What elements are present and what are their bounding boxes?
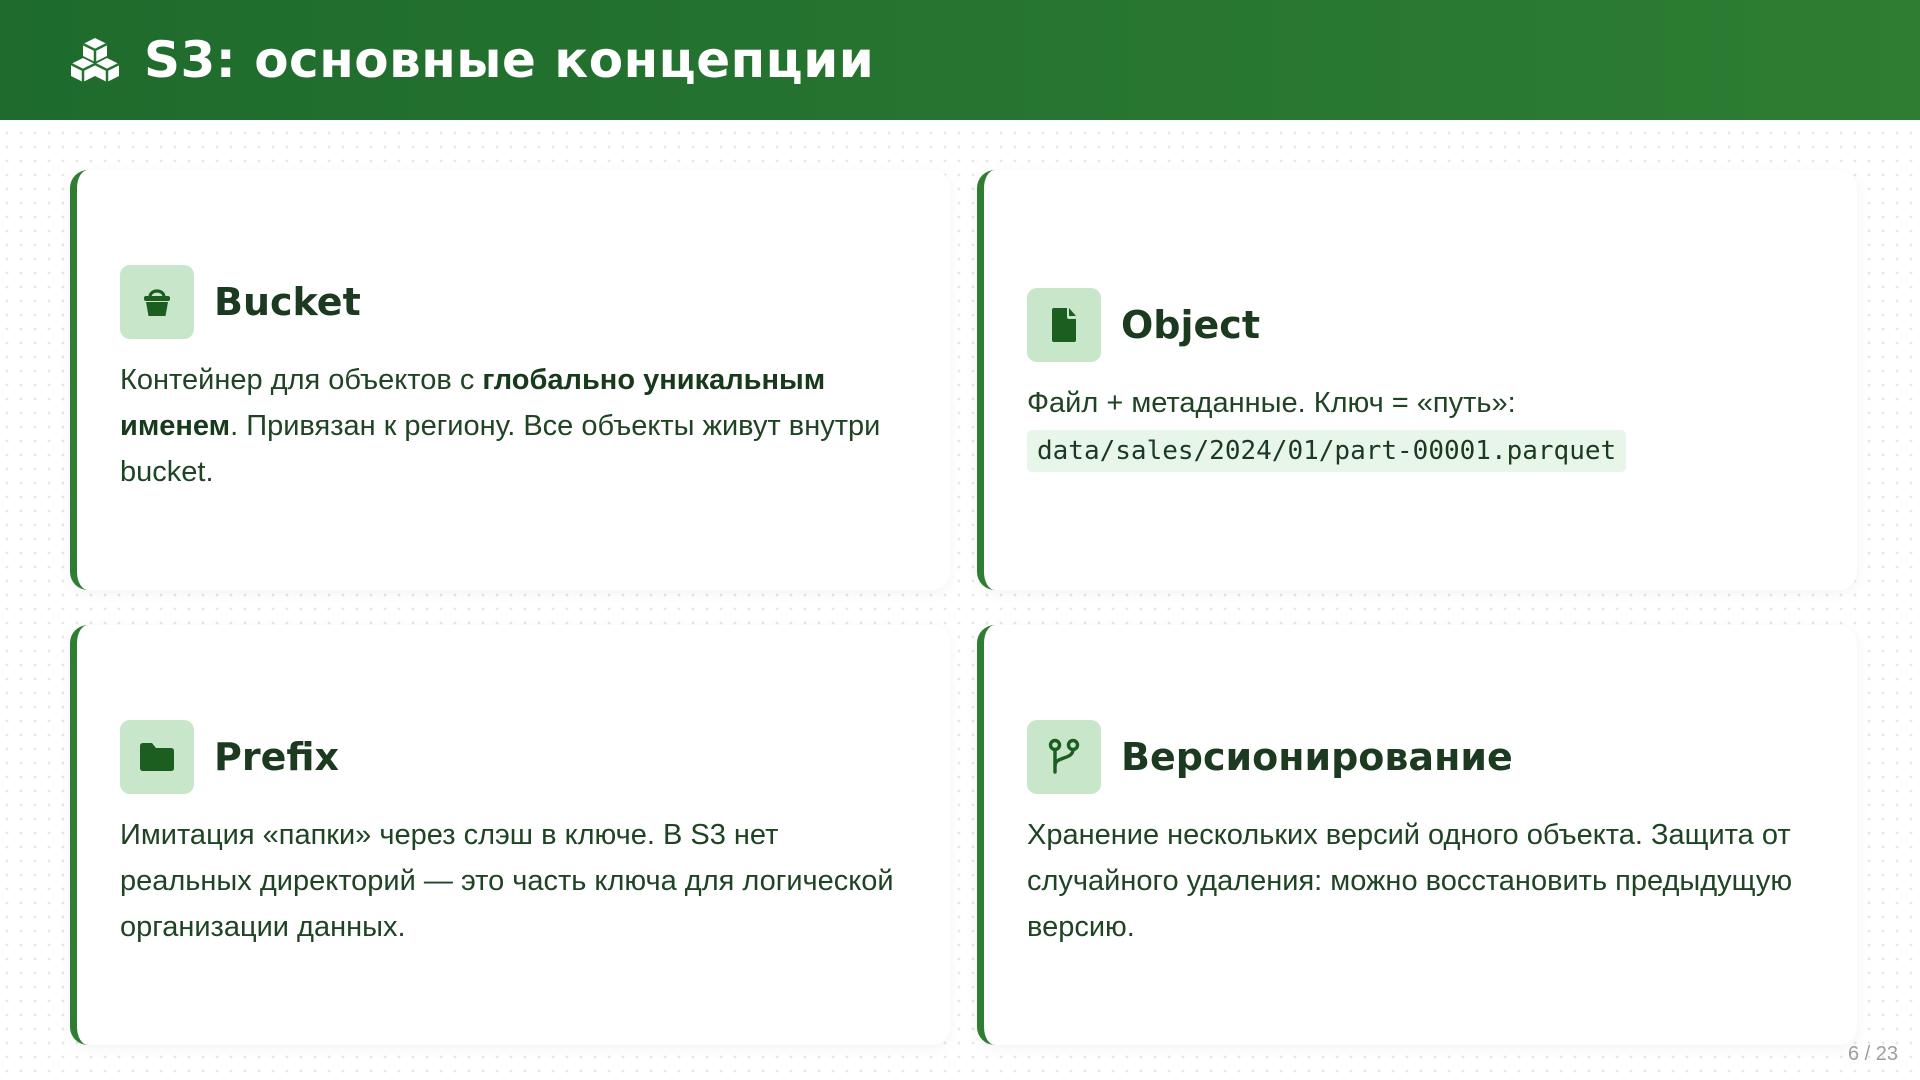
card-title: Версионирование bbox=[1121, 735, 1513, 779]
card-object bbox=[977, 170, 1857, 590]
card-header bbox=[1027, 288, 1817, 362]
file-icon bbox=[1027, 288, 1101, 362]
card-description bbox=[1027, 380, 1817, 473]
description-text-end: . Привязан к региону. Все объекты живут внутри bucket. bbox=[120, 410, 881, 488]
card-prefix bbox=[70, 625, 950, 1045]
card-title: Object bbox=[1121, 302, 1260, 347]
card-title: Bucket bbox=[214, 280, 361, 324]
card-title: Prefix bbox=[214, 735, 340, 779]
description-text: Файл + метаданные. Ключ = «путь»: bbox=[1027, 386, 1516, 419]
card-header bbox=[120, 265, 910, 339]
page-number: 6 / 23 bbox=[1847, 1043, 1898, 1065]
description-emphasis: глобально уникальным именем bbox=[120, 364, 826, 442]
card-description: Хранение нескольких версий одного объекта. Защита от случайного удаления: можно восстановить предыдущую версию. bbox=[1027, 819, 1793, 943]
bucket-icon bbox=[120, 265, 194, 339]
description-text: Контейнер для объектов с bbox=[120, 364, 483, 396]
branch-icon bbox=[1027, 720, 1101, 794]
card-header bbox=[1027, 720, 1817, 794]
folder-icon bbox=[120, 720, 194, 794]
cubes-icon bbox=[70, 37, 120, 83]
card-description: Имитация «папки» через слэш в ключе. В S3 нет реальных директорий — это часть ключа для логической организации данных. bbox=[120, 819, 894, 943]
object-key-code: data/sales/2024/01/part-00001.parquet bbox=[1027, 430, 1626, 472]
card-description bbox=[120, 357, 910, 495]
slide-header bbox=[0, 0, 1920, 120]
card-header bbox=[120, 720, 910, 794]
card-versioning bbox=[977, 625, 1857, 1045]
page-title: S3: основные концепции bbox=[144, 31, 875, 89]
card-bucket bbox=[70, 170, 950, 590]
